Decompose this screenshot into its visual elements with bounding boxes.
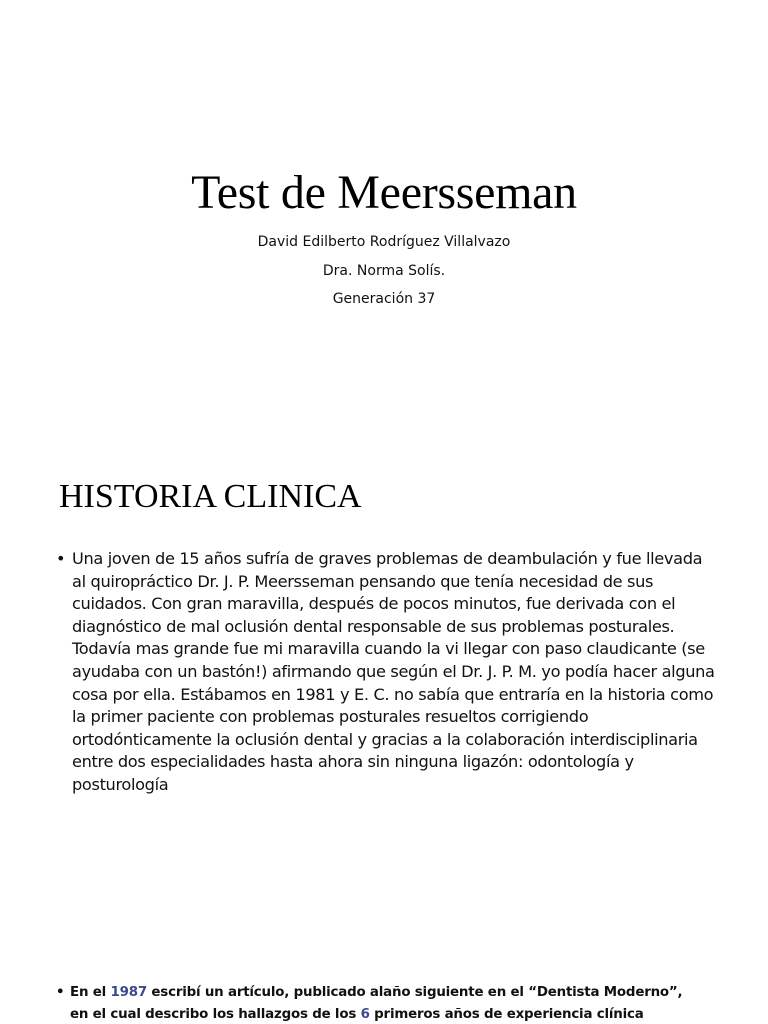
list-item: [56, 548, 716, 797]
bullet-list: [56, 982, 736, 1024]
bullet-text-part: en el cual describo los hallazgos de los: [70, 1007, 361, 1022]
bullet-text-part: escribí un artículo, publicado alaño siguiente en el “Dentista Moderno”,: [146, 985, 683, 1000]
next-slide-partial: [0, 960, 768, 1024]
slide-heading: HISTORIA CLINICA: [59, 478, 362, 515]
advisor-name: Dra. Norma Solís.: [322, 262, 446, 279]
bullet-text-part: En el: [70, 985, 111, 1000]
presentation-title: Test de Meersseman: [191, 166, 577, 219]
author-block: [0, 228, 768, 314]
bullet-text: Una joven de 15 años sufría de graves problemas de deambulación y fue llevada al quiropráctico Dr. J. P. Meersseman pensando que tenía necesidad de sus cuidados. Con gran maravilla, después de pocos minutos, fue derivada con el diagnóstico de mal oclusión dental responsable de sus problemas posturales. Todavía mas grande fue mi maravilla cuando la vi llegar con paso claudicante (se ayudaba con un bastón!) afirmando que según el Dr. J. P. M. yo podía hacer alguna cosa por ella. Estábamos en 1981 y E. C. no sabía que entraría en la historia como la primer paciente con problemas posturales resueltos corrigiendo ortodónticamente la oclusión dental y gracias a la colaboración interdisciplinaria entre dos especialidades hasta ahora sin ninguna ligazón: odontología y posturología: [72, 549, 715, 794]
generation-label: Generación 37: [332, 291, 436, 307]
bullet-list: [56, 548, 716, 797]
title-slide: [0, 0, 768, 440]
bullet-text-part: primeros años de experiencia clínica: [369, 1007, 644, 1022]
historia-clinica-slide: [0, 440, 768, 960]
year-number: 1987: [110, 985, 147, 1000]
bullet-icon: •: [56, 985, 65, 1000]
count-number: 6: [360, 1007, 370, 1022]
bullet-icon: •: [56, 549, 66, 568]
author-name: David Edilberto Rodríguez Villalvazo: [257, 234, 511, 250]
list-item: [56, 982, 736, 1024]
